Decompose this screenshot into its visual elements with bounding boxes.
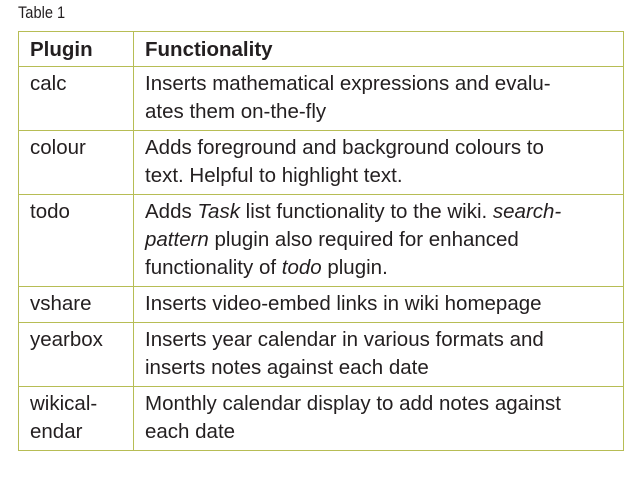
functionality-cell — [134, 67, 624, 131]
table-row — [19, 387, 624, 451]
functionality-cell — [134, 287, 624, 323]
functionality-emphasis: todo — [281, 256, 322, 279]
plugin-name-cell — [19, 387, 134, 451]
functionality-line: inserts notes against each date — [145, 356, 429, 379]
column-header-functionality: Functionality — [134, 32, 624, 67]
functionality-line: Adds foreground and background colours to — [145, 136, 544, 159]
plugin-name-line: wikical- — [30, 392, 98, 415]
table-row — [19, 287, 624, 323]
functionality-line: Inserts mathematical expressions and evalu- — [145, 72, 551, 95]
plugin-name-cell: yearbox — [19, 323, 134, 387]
functionality-text: Adds — [145, 200, 198, 223]
functionality-line: Inserts video-embed links in wiki homepage — [145, 292, 542, 315]
functionality-cell — [134, 195, 624, 287]
plugin-name-line: endar — [30, 420, 83, 443]
functionality-emphasis: Task — [197, 200, 240, 223]
table-row — [19, 323, 624, 387]
plugin-name-cell: vshare — [19, 287, 134, 323]
functionality-emphasis: search- — [492, 200, 562, 223]
functionality-line: each date — [145, 420, 236, 443]
functionality-text: plugin. — [321, 256, 388, 279]
table-caption: Table 1 — [18, 3, 66, 22]
table-row — [19, 131, 624, 195]
plugin-name-cell: calc — [19, 67, 134, 131]
functionality-line: Inserts year calendar in various formats and — [145, 328, 544, 351]
functionality-text: functionality of — [145, 256, 282, 279]
functionality-cell — [134, 387, 624, 451]
table-row — [19, 67, 624, 131]
functionality-cell — [134, 131, 624, 195]
plugins-table — [18, 31, 624, 451]
column-header-plugin: Plugin — [19, 32, 134, 67]
plugin-name-cell: todo — [19, 195, 134, 287]
table-row — [19, 195, 624, 287]
functionality-line: Monthly calendar display to add notes against — [145, 392, 561, 415]
functionality-text: plugin also required for enhanced — [208, 228, 519, 251]
functionality-text: list functionality to the wiki. — [239, 200, 493, 223]
table-header-row — [19, 32, 624, 67]
functionality-emphasis: pattern — [145, 228, 209, 251]
functionality-cell — [134, 323, 624, 387]
plugin-name-cell: colour — [19, 131, 134, 195]
functionality-line: ates them on-the-fly — [145, 100, 327, 123]
functionality-line: text. Helpful to highlight text. — [145, 164, 403, 187]
